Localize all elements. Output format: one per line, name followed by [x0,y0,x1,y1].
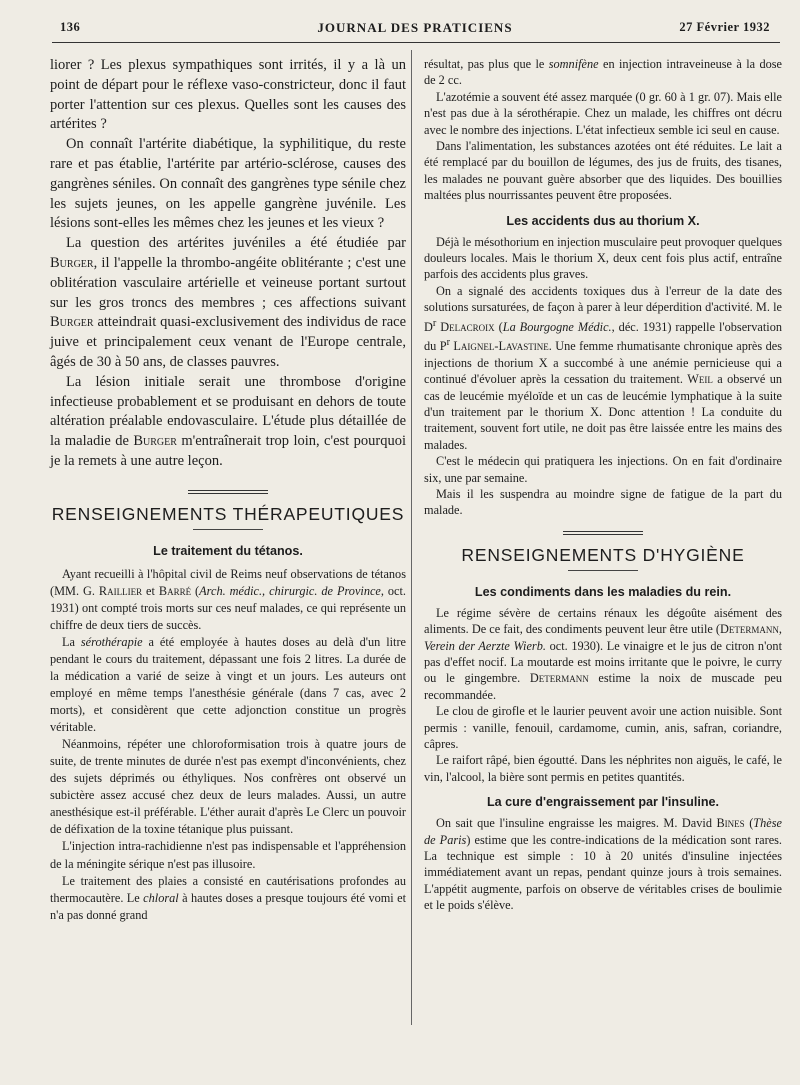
author-name: Determann [720,622,779,637]
paragraph: L'injection intra-rachidienne n'est pas indispensable et l'appréhension de la méningite sérique n'est pas illusoire. [50,839,406,871]
author-name: Raillier [98,583,143,598]
author-name: Burger [50,254,94,271]
reference-title: Thèse de Paris [424,816,782,847]
issue-date: 27 Février 1932 [679,20,770,34]
right-column [424,56,782,914]
paragraph: Déjà le mésothorium en injection musculaire peut provoquer quelques douleurs locales. Mais le thorium X, deux cent fois plus actif, entraîne parfois des accidents plus graves. [424,234,782,282]
journal-title: JOURNAL DES PRATICIENS [317,20,513,35]
section-title-rule [193,529,263,530]
page-number: 136 [60,20,81,34]
paragraph: Le clou de girofle et le laurier peuvent avoir une action nuisible. Sont permis : vanille, fenouil, cardamome, cumin, anis, safran, coriandre, câpres. [424,704,782,751]
term: sérothérapie [80,634,143,649]
section-ornament [188,490,268,494]
reference-title: La Bourgogne Médic. [502,319,612,334]
paragraph: La lésion initiale serait une thrombose d'origine infectieuse probablement et se produisant en dehors de toute altération préalable endovasculaire. L'étude plus détaillée de la maladie de Burger m'entraînerait trop loin, c'est pourquoi je la remets à une autre leçon. [50,373,406,469]
section-ornament [563,531,643,535]
author-name: Weil [687,372,713,387]
section-title-therapeutics: RENSEIGNEMENTS THÉRAPEUTIQUES [51,503,405,524]
paragraph: On connaît l'artérite diabétique, la syphilitique, du reste rare et pas établie, l'artérite par artério-sclérose, causes des gangrènes séniles. On connaît des gangrènes type sénile chez les sujets jeunes, on les appelle gangrène juvénile. Les lésions sont-elles les mêmes chez les jeunes et les vieux ? [50,136,406,232]
author-name: Determann [529,671,589,686]
paragraph: On sait que l'insuline engraisse les maigres. M. David Bines (Thèse de Paris) estime que les contre-indications de la médication sont rares. La technique est simple : 10 à 20 unités d'insuline injectées immédiatement avant un repas, pendant quinze jours à trois semaines. L'appétit augmente, parfois on observe de véritables crises de boulimie et le poids s'élève. [424,816,783,913]
paragraph: La question des artérites juvéniles a été étudiée par Burger, il l'appelle la thrombo-angéite oblitérante ; c'est une oblitération vasculaire artérielle et veineuse portant surtout sur les gros troncs des membres ; ces affections suivant Burger atteindrait quasi-exclusivement des individus de race juive et principalement ceux venant de l'Europe centrale, âgés de 30 à 50 ans, de classes pauvres. [50,235,406,370]
paragraph: liorer ? Les plexus sympathiques sont irrités, il y a là un point de départ pour le réflexe vaso-constricteur, donc il faut porter l'attention sur ces plexus. Quelles sont les causes des artérites ? [50,57,406,133]
author-name: Burger [50,314,94,331]
term: somnifène [548,57,599,71]
author-name: Delacroix [440,319,495,334]
paragraph: résultat, pas plus que le somnifène en injection intraveineuse à la dose de 2 cc. [424,57,782,88]
paragraph: Ayant recueilli à l'hôpital civil de Reims neuf observations de tétanos (MM. G. Raillier et Barré (Arch. médic., chirurgic. de Province, oct. 1931) ont compté trois morts sur ces neuf malades, ce qui représente un chiffre de deux tiers de succès. [50,566,407,632]
reference-title: Arch. médic., chirurgic. de Province [199,583,381,598]
paragraph: La sérothérapie a été employée à hautes doses au delà d'un litre pendant le cours du traitement, dépassant une fois 2 litres. La durée de la médication a varié de seize à vingt et un jours. Les auteurs ont employé en même temps l'anesthésie générale (dans 7 cas, avec 2 morts), et considèrent que cette adjonction constitue un progrès véritable. [50,634,406,735]
paragraph: Le régime sévère de certains rénaux les dégoûte aisément des aliments. De ce fait, des condiments peuvent leur être utile (Determann, Verein der Aerzte Wierb. oct. 1930). Le vinaigre et le jus de citron n'ont pas d'effet nocif. La moutarde est moins irritante que le poivre, le curry ou le gingembre. Determann estime la noix de muscade peu recommandée. [424,605,782,702]
subheading-insulin: La cure d'engraissement par l'insuline. [486,795,720,810]
paragraph: C'est le médecin qui pratiquera les injections. On en fait d'ordinaire six, une par semaine. [424,454,782,485]
paragraph: On a signalé des accidents toxiques dus à l'erreur de la date des solutions sursaturées, de façon à parer à leur déperdition d'activité. M. le $D^r$ Delacroix (La Bourgogne Médic., déc. 1931) rappelle l'observation du $P^r$ Laignel-Lavastine. Une femme rhumatisante chronique après des injections de thorium X a succombé à une anémie pernicieuse qui a continué d'évoluer après la cessation du traitement. Weil a observé un cas de leucémie myéloïde et un cas de leucémie lymphatique à la suite d'un traitement par le thorium X. Donc attention ! La conduite du traitement, souvent fort utile, ne doit pas être laissée entre les mains des malades. [424,283,782,452]
reference-title: Verein der Aerzte Wierb. [424,638,546,653]
column-separator [411,50,412,1025]
header-rule [52,42,780,43]
author-name: Laignel-Lavastine [453,339,549,354]
section-title-rule [568,570,638,571]
subheading-condiments: Les condiments dans les maladies du rein. [474,584,732,599]
paragraph: Mais il les suspendra au moindre signe de fatigue de la part du malade. [424,486,782,518]
page-header [60,20,770,42]
subheading-tetanus: Le traitement du tétanos. [153,543,303,558]
author-name: Barré [158,583,192,598]
paragraph: Le traitement des plaies a consisté en cautérisations profondes au thermocautère. Le chloral à hautes doses a presque toujours été vomi et n'a pas donné grand [50,873,407,922]
author-name: Bines [716,816,745,831]
paragraph: Dans l'alimentation, les substances azotées ont été réduites. Le lait a été remplacé par du bouillon de légumes, des jus de fruits, des tisanes, les malades ne pouvant guère absorber que des liquides. Des bouillies maltées plus nourrissantes peuvent être proposées. [424,139,782,203]
subheading-thorium: Les accidents dus au thorium X. [506,213,700,228]
paragraph: Néanmoins, répéter une chloroformisation trois à quatre jours de suite, de trente minutes de durée n'est pas exempt d'inconvénients, chez des sujets déprimés ou éthyliques. Nos confrères ont observé un subictère assez accusé chez deux de leurs malades. Aussi, un autre anesthésique est-il préférable. L'éther aurait d'après Le Clerc un pouvoir de défixation de la toxine tétanique plus puissant. [50,737,406,837]
paragraph: Le raifort râpé, bien égoutté. Dans les néphrites non aiguës, le café, le vin, l'alcool, la bière sont permis en petites quantités. [424,753,782,784]
term: chloral [143,890,179,905]
left-column [50,56,406,924]
author-name: Burger [133,433,177,450]
section-title-hygiene: RENSEIGNEMENTS D'HYGIÈNE [461,544,745,565]
paragraph: L'azotémie a souvent été assez marquée (0 gr. 60 à 1 gr. 07). Mais elle n'est pas due à la sérothérapie. Chez un malade, les chiffres ont décru avec le nombre des injections. L'état infectieux semble ici seul en cause. [424,89,782,137]
